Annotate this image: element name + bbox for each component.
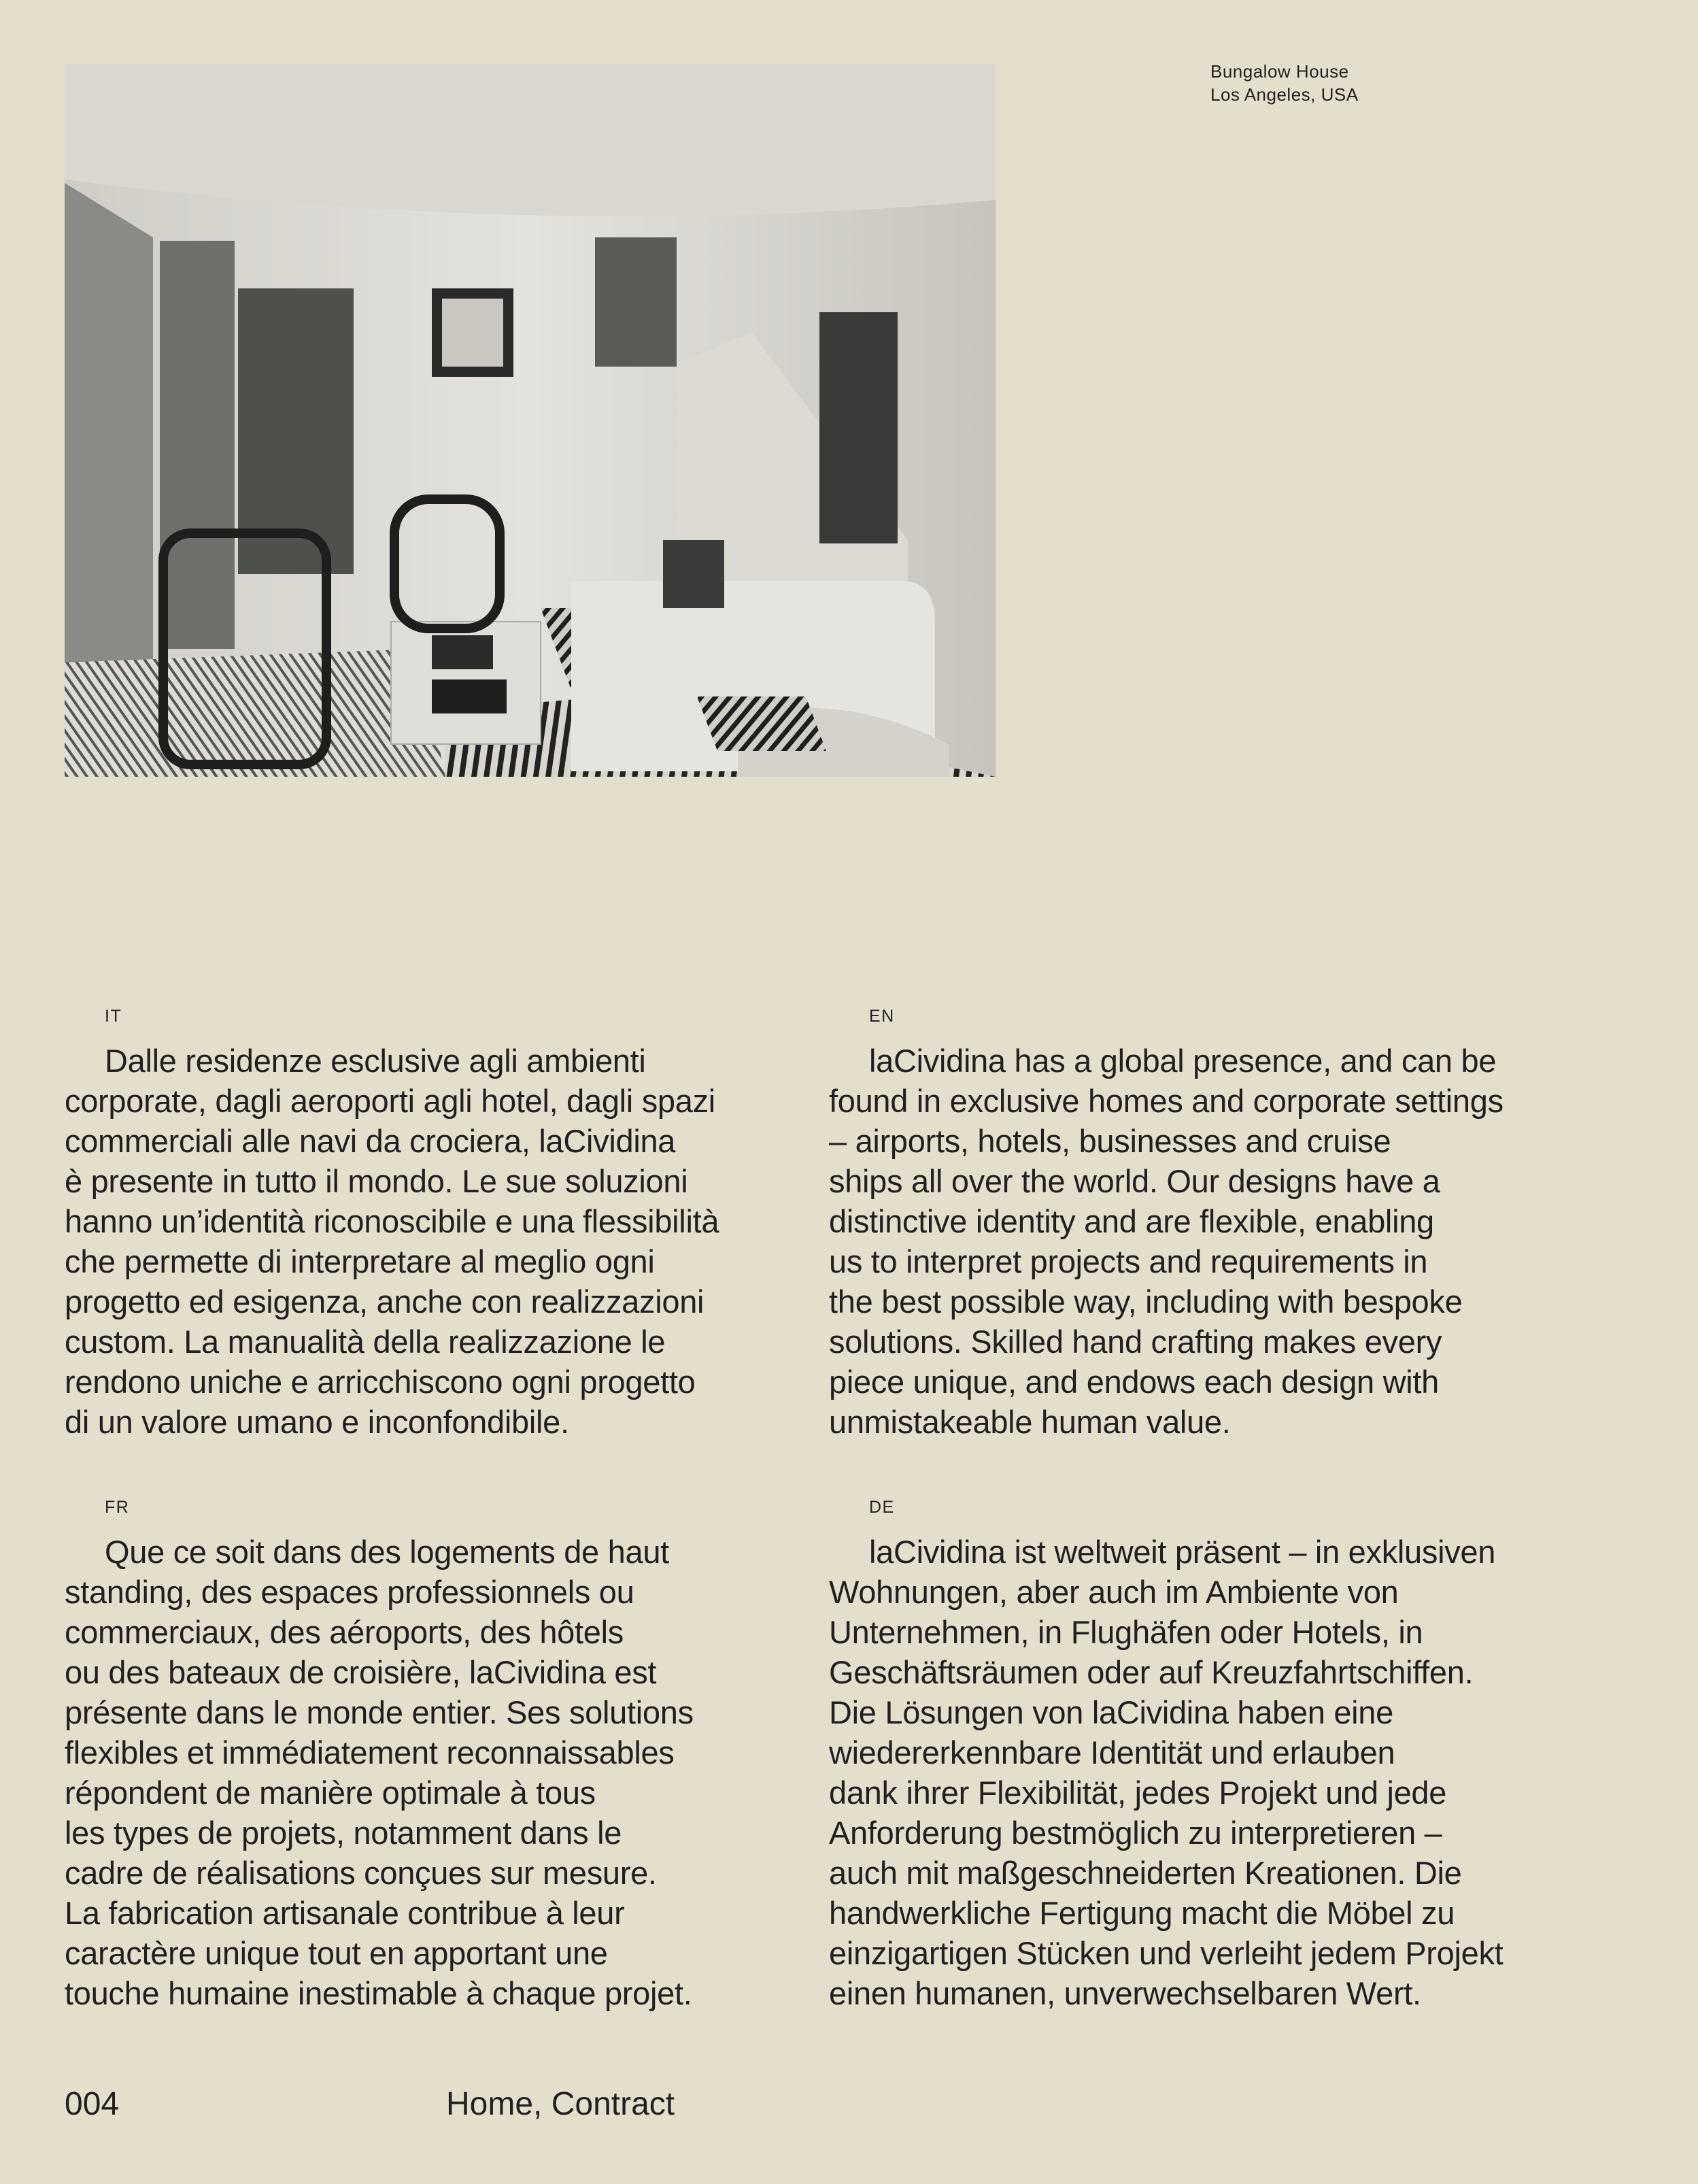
language-label: DE [869,1498,895,1517]
text-line: commerciaux, des aéroports, des hôtels [65,1614,624,1650]
text-line: laCividina has a global presence, and can be [869,1043,1497,1079]
text-line: ou des bateaux de croisière, laCividina est [65,1654,657,1690]
text-line: solutions. Skilled hand crafting makes every [829,1324,1442,1360]
text-line: wiedererkennbare Identität und erlauben [829,1734,1395,1770]
text-line: dank ihrer Flexibilität, jedes Projekt und jede [829,1775,1447,1811]
text-line: piece unique, and endows each design with [829,1364,1440,1400]
text-line: présente dans le monde entier. Ses solutions [65,1694,694,1730]
text-line: progetto ed esigenza, anche con realizzazioni [65,1283,704,1320]
text-line: laCividina ist weltweit präsent – in exklusiven [869,1534,1496,1570]
text-line: commerciali alle navi da crociera, laCividina [65,1123,676,1159]
text-line: unmistakeable human value. [829,1404,1231,1440]
section-german [829,1498,1577,2013]
section-english [829,1007,1577,1442]
page-number: 004 [65,2086,120,2122]
text-line: Anforderung bestmöglich zu interpretieren – [829,1815,1442,1851]
text-line: Wohnungen, aber auch im Ambiente von [829,1574,1399,1610]
text-line: che permette di interpretare al meglio ogni [65,1243,655,1279]
living-room-illustration [65,64,996,777]
text-line: standing, des espaces professionnels ou [65,1574,634,1610]
body-text [65,1532,813,2013]
text-line: è presente in tutto il mondo. Le sue soluzioni [65,1163,688,1199]
text-line: La fabrication artisanale contribue à leur [65,1895,625,1931]
project-name: Bungalow House [1210,61,1349,82]
text-line: touche humaine inestimable à chaque projet. [65,1975,692,2011]
photo-caption [1210,60,1359,106]
text-line: Dalle residenze esclusive agli ambienti [105,1043,646,1079]
text-line: custom. La manualità della realizzazione le [65,1324,666,1360]
body-text [65,1041,813,1442]
section-french [65,1498,813,2013]
text-line: répondent de manière optimale à tous [65,1775,596,1811]
text-line: Geschäftsräumen oder auf Kreuzfahrtschiffen. [829,1654,1474,1690]
text-line: auch mit maßgeschneiderten Kreationen. Die [829,1855,1462,1891]
text-line: einzigartigen Stücken und verleiht jedem Projekt [829,1935,1504,1971]
interior-photo [65,64,996,777]
body-text [829,1041,1577,1442]
language-label: EN [869,1007,895,1026]
language-label: FR [105,1498,130,1517]
text-line: flexibles et immédiatement reconnaissables [65,1734,675,1770]
text-line: Unternehmen, in Flughäfen oder Hotels, in [829,1614,1423,1650]
text-line: distinctive identity and are flexible, enabling [829,1203,1434,1239]
text-line: ships all over the world. Our designs have a [829,1163,1440,1199]
text-line: us to interpret projects and requirements in [829,1243,1428,1279]
text-line: Die Lösungen von laCividina haben eine [829,1694,1393,1730]
text-line: cadre de réalisations conçues sur mesure. [65,1855,657,1891]
text-line: einen humanen, unverwechselbaren Wert. [829,1975,1421,2011]
text-line: found in exclusive homes and corporate settings [829,1083,1504,1119]
body-text [829,1532,1577,2013]
section-title: Home, Contract [446,2086,675,2122]
text-line: the best possible way, including with bespoke [829,1283,1463,1320]
text-line: rendono uniche e arricchiscono ogni progetto [65,1364,696,1400]
language-label: IT [105,1007,122,1026]
text-line: les types de projets, notamment dans le [65,1815,622,1851]
text-line: – airports, hotels, businesses and cruise [829,1123,1391,1159]
text-line: di un valore umano e inconfondibile. [65,1404,569,1440]
text-line: hanno un’identità riconoscibile e una flessibilità [65,1203,719,1239]
project-location: Los Angeles, USA [1210,84,1359,105]
text-line: corporate, dagli aeroporti agli hotel, dagli spazi [65,1083,715,1119]
text-line: caractère unique tout en apportant une [65,1935,608,1971]
section-italian [65,1007,813,1442]
text-line: Que ce soit dans des logements de haut [105,1534,669,1570]
text-line: handwerkliche Fertigung macht die Möbel zu [829,1895,1455,1931]
